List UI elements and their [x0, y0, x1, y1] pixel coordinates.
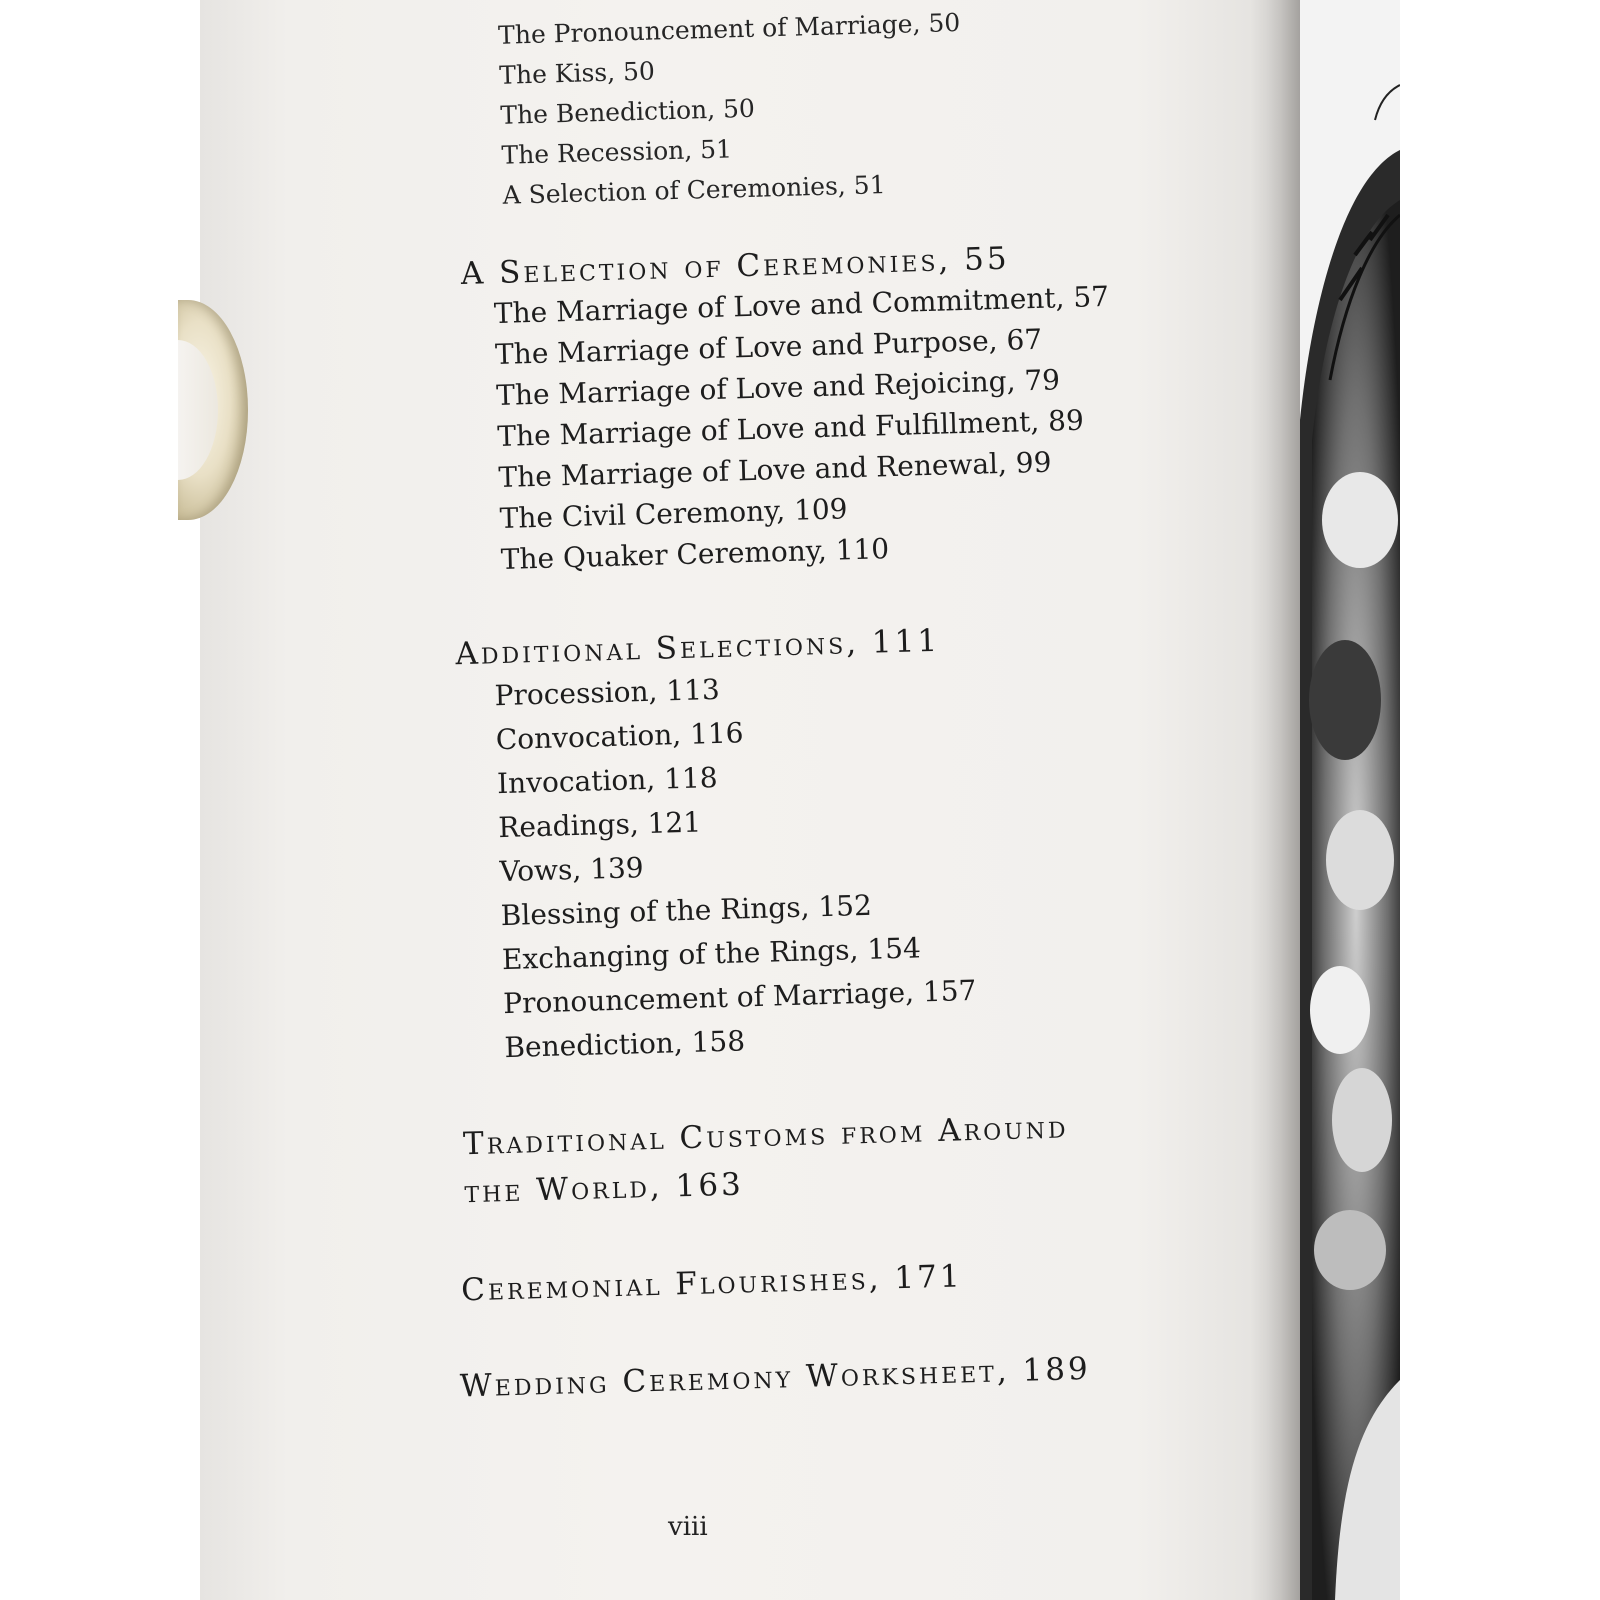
toc-entry: The Recession, 51 — [501, 134, 733, 170]
toc-entry: The Civil Ceremony, 109 — [499, 492, 848, 535]
page-number: viii — [668, 1512, 708, 1542]
right-background — [1400, 0, 1600, 1600]
toc-entry: The Marriage of Love and Rejoicing, 79 — [495, 363, 1061, 413]
toc-section-heading: Ceremonial Flourishes, 171 — [460, 1258, 964, 1309]
toc-entry: Pronouncement of Marriage, 157 — [502, 973, 977, 1021]
toc-section-heading: A Selection of Ceremonies, 55 — [460, 240, 1011, 292]
toc-entry: Procession, 113 — [494, 672, 721, 713]
toc-entry: Benediction, 158 — [504, 1024, 746, 1065]
toc-entry: Readings, 121 — [497, 805, 702, 845]
toc-section-heading: Traditional Customs from Around — [462, 1109, 1070, 1163]
toc-entry: Vows, 139 — [499, 851, 645, 889]
toc-section-heading-continued: the World, 163 — [463, 1166, 745, 1211]
toc-entry: Blessing of the Rings, 152 — [500, 888, 873, 933]
toc-entry: The Marriage of Love and Purpose, 67 — [494, 322, 1043, 372]
toc-entry: The Marriage of Love and Commitment, 57 — [493, 279, 1110, 331]
left-background — [0, 0, 200, 1600]
toc-section-heading: Additional Selections, 111 — [454, 622, 941, 673]
toc-entry: Convocation, 116 — [495, 716, 744, 757]
toc-entry: The Kiss, 50 — [498, 56, 656, 90]
cover-illustration-icon — [1300, 0, 1400, 1600]
toc-entry: A Selection of Ceremonies, 51 — [502, 170, 886, 210]
toc-section-heading: Wedding Ceremony Worksheet, 189 — [459, 1350, 1092, 1405]
toc-entry: The Marriage of Love and Renewal, 99 — [498, 445, 1052, 495]
gutter-shadow — [1250, 0, 1302, 1600]
toc-entry: The Quaker Ceremony, 110 — [500, 532, 890, 576]
toc-entry: Invocation, 118 — [496, 761, 718, 801]
facing-page-cover-art — [1300, 0, 1400, 1600]
toc-entry: Exchanging of the Rings, 154 — [501, 931, 922, 977]
toc-entry: The Marriage of Love and Fulfillment, 89 — [496, 403, 1085, 454]
toc-entry: The Benediction, 50 — [500, 93, 756, 130]
toc-entry: The Pronouncement of Marriage, 50 — [497, 7, 961, 50]
